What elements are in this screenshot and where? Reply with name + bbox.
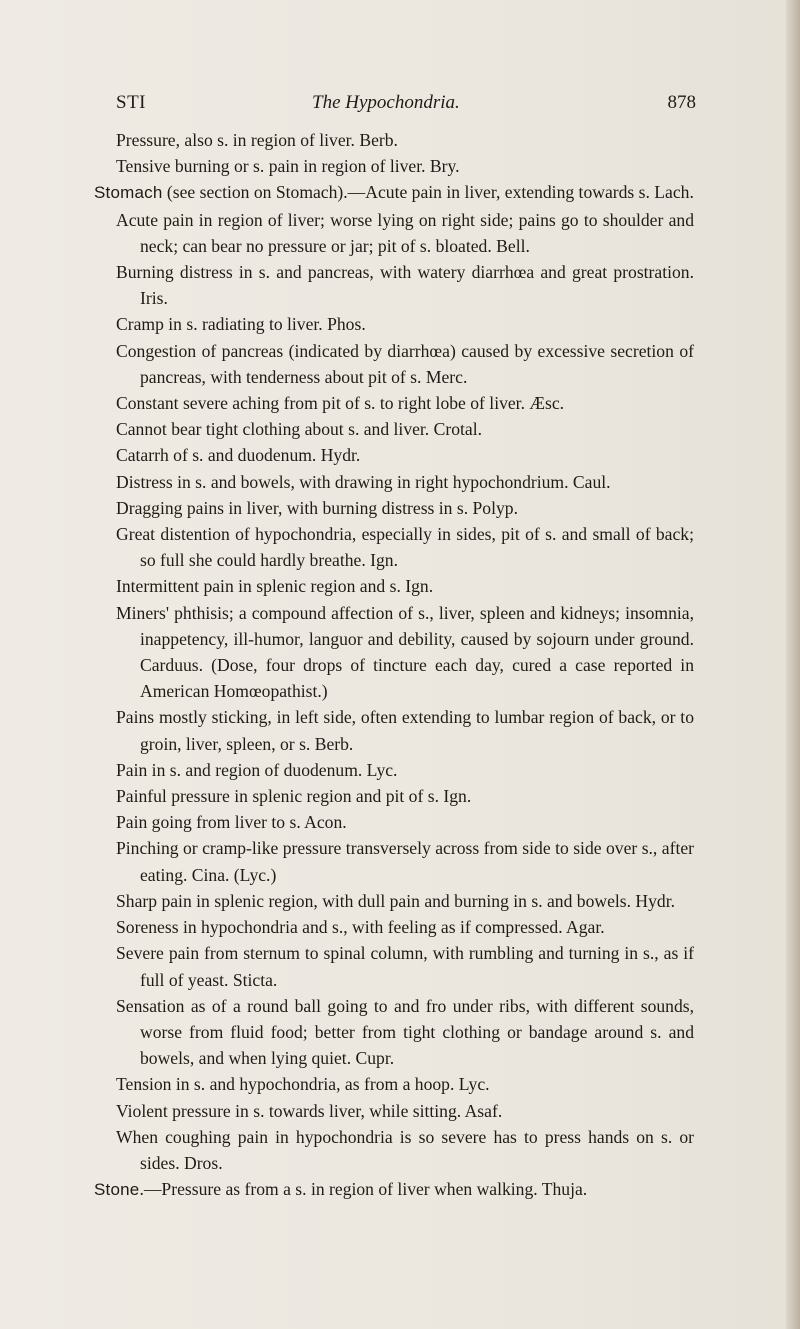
- section-abbrev: STI: [116, 92, 146, 113]
- entry: [116, 993, 694, 1072]
- entry-text: Congestion of pancreas (indicated by diarrhœa) caused by excessive secretion of pancreas, with tenderness about pit of s. Merc.: [116, 340, 694, 387]
- entry: [116, 259, 694, 311]
- entry-text: Pinching or cramp-like pressure transversely across from side to side over s., after eating. Cina. (Lyc.): [116, 838, 694, 885]
- entry-text: Cramp in s. radiating to liver. Phos.: [116, 314, 366, 335]
- entry: [116, 757, 694, 783]
- entry: [116, 1071, 694, 1097]
- entry-text: Severe pain from sternum to spinal column, with rumbling and turning in s., as if full of yeast. Sticta.: [116, 943, 694, 990]
- entry-text: Pain in s. and region of duodenum. Lyc.: [116, 759, 398, 780]
- entry-text: .—Pressure as from a s. in region of liver when walking. Thuja.: [139, 1179, 588, 1200]
- page-edge: [786, 0, 800, 1329]
- entry-text: Distress in s. and bowels, with drawing in right hypochondrium. Caul.: [116, 471, 611, 492]
- entry-text: Tension in s. and hypochondria, as from a hoop. Lyc.: [116, 1074, 490, 1095]
- entry: [116, 521, 694, 573]
- entry-text: Dragging pains in liver, with burning distress in s. Polyp.: [116, 497, 518, 518]
- entry: [116, 127, 694, 153]
- entry: [116, 783, 694, 809]
- rubric-heading: Stone: [94, 1180, 140, 1200]
- entry-text: Pains mostly sticking, in left side, often extending to lumbar region of back, or to groin, liver, spleen, or s. Berb.: [116, 707, 694, 754]
- entry: [116, 835, 694, 887]
- entry-text: Intermittent pain in splenic region and s. Ign.: [116, 576, 434, 597]
- entry-text: Catarrh of s. and duodenum. Hydr.: [116, 445, 361, 466]
- entry-text: Burning distress in s. and pancreas, with watery diarrhœa and great prostration. Iris.: [116, 262, 694, 309]
- entry: [116, 153, 694, 179]
- entry: [116, 600, 694, 705]
- entry-text: (see section on Stomach).—Acute pain in liver, extending towards s. Lach.: [162, 182, 694, 203]
- entry: [116, 442, 694, 468]
- entry-text: Great distention of hypochondria, especially in sides, pit of s. and small of back; so full she could hardly breathe. Ign.: [116, 524, 694, 571]
- rubric-heading: Stomach: [94, 183, 163, 203]
- entry: [116, 311, 694, 337]
- entry: [116, 1124, 694, 1176]
- entry: [116, 469, 694, 495]
- running-title: The Hypochondria.: [312, 92, 460, 113]
- entry: [116, 207, 694, 259]
- entry-text: When coughing pain in hypochondria is so severe has to press hands on s. or sides. Dros.: [116, 1126, 694, 1173]
- entry: [116, 809, 694, 835]
- entry-text: Constant severe aching from pit of s. to right lobe of liver. Æsc.: [116, 393, 565, 414]
- entry: [116, 338, 694, 390]
- entry: [116, 416, 694, 442]
- entry-text: Violent pressure in s. towards liver, while sitting. Asaf.: [116, 1100, 503, 1121]
- entry-text: Sharp pain in splenic region, with dull pain and burning in s. and bowels. Hydr.: [116, 890, 676, 911]
- entry-text: Pressure, also s. in region of liver. Berb.: [116, 130, 398, 150]
- entry: [116, 914, 694, 940]
- running-header: [116, 92, 696, 122]
- entry: [116, 390, 694, 416]
- entry: [116, 573, 694, 599]
- entry-text: Acute pain in region of liver; worse lying on right side; pains go to shoulder and neck; can bear no pressure or jar; pit of s. bloated. Bell.: [116, 209, 694, 256]
- entry-text: Cannot bear tight clothing about s. and liver. Crotal.: [116, 419, 482, 440]
- entry-text: Miners' phthisis; a compound affection of s., liver, spleen and kidneys; insomnia, inappetency, ill-humor, languor and debility, caused by sojourn under ground. Carduus. (Dose, four drops of tincture each day, cured a case reported in American Homœopathist.): [116, 602, 694, 702]
- entry: [116, 1098, 694, 1124]
- entry-text: Painful pressure in splenic region and pit of s. Ign.: [116, 786, 472, 807]
- entry: [116, 940, 694, 992]
- entry: [116, 704, 694, 756]
- page-number: 878: [667, 92, 696, 113]
- page-body: [94, 127, 694, 1203]
- entry: [116, 495, 694, 521]
- entry: [116, 888, 694, 914]
- rubric-entry-stomach: [94, 179, 694, 206]
- entry-text: Pain going from liver to s. Acon.: [116, 812, 347, 833]
- rubric-entry-stone: [94, 1176, 694, 1203]
- entry-text: Tensive burning or s. pain in region of liver. Bry.: [116, 156, 460, 177]
- entry-text: Soreness in hypochondria and s., with feeling as if compressed. Agar.: [116, 917, 605, 938]
- entry-text: Sensation as of a round ball going to and fro under ribs, with different sounds, worse from fluid food; better from tight clothing or bandage around s. and bowels, and when lying quiet. Cupr.: [116, 995, 694, 1069]
